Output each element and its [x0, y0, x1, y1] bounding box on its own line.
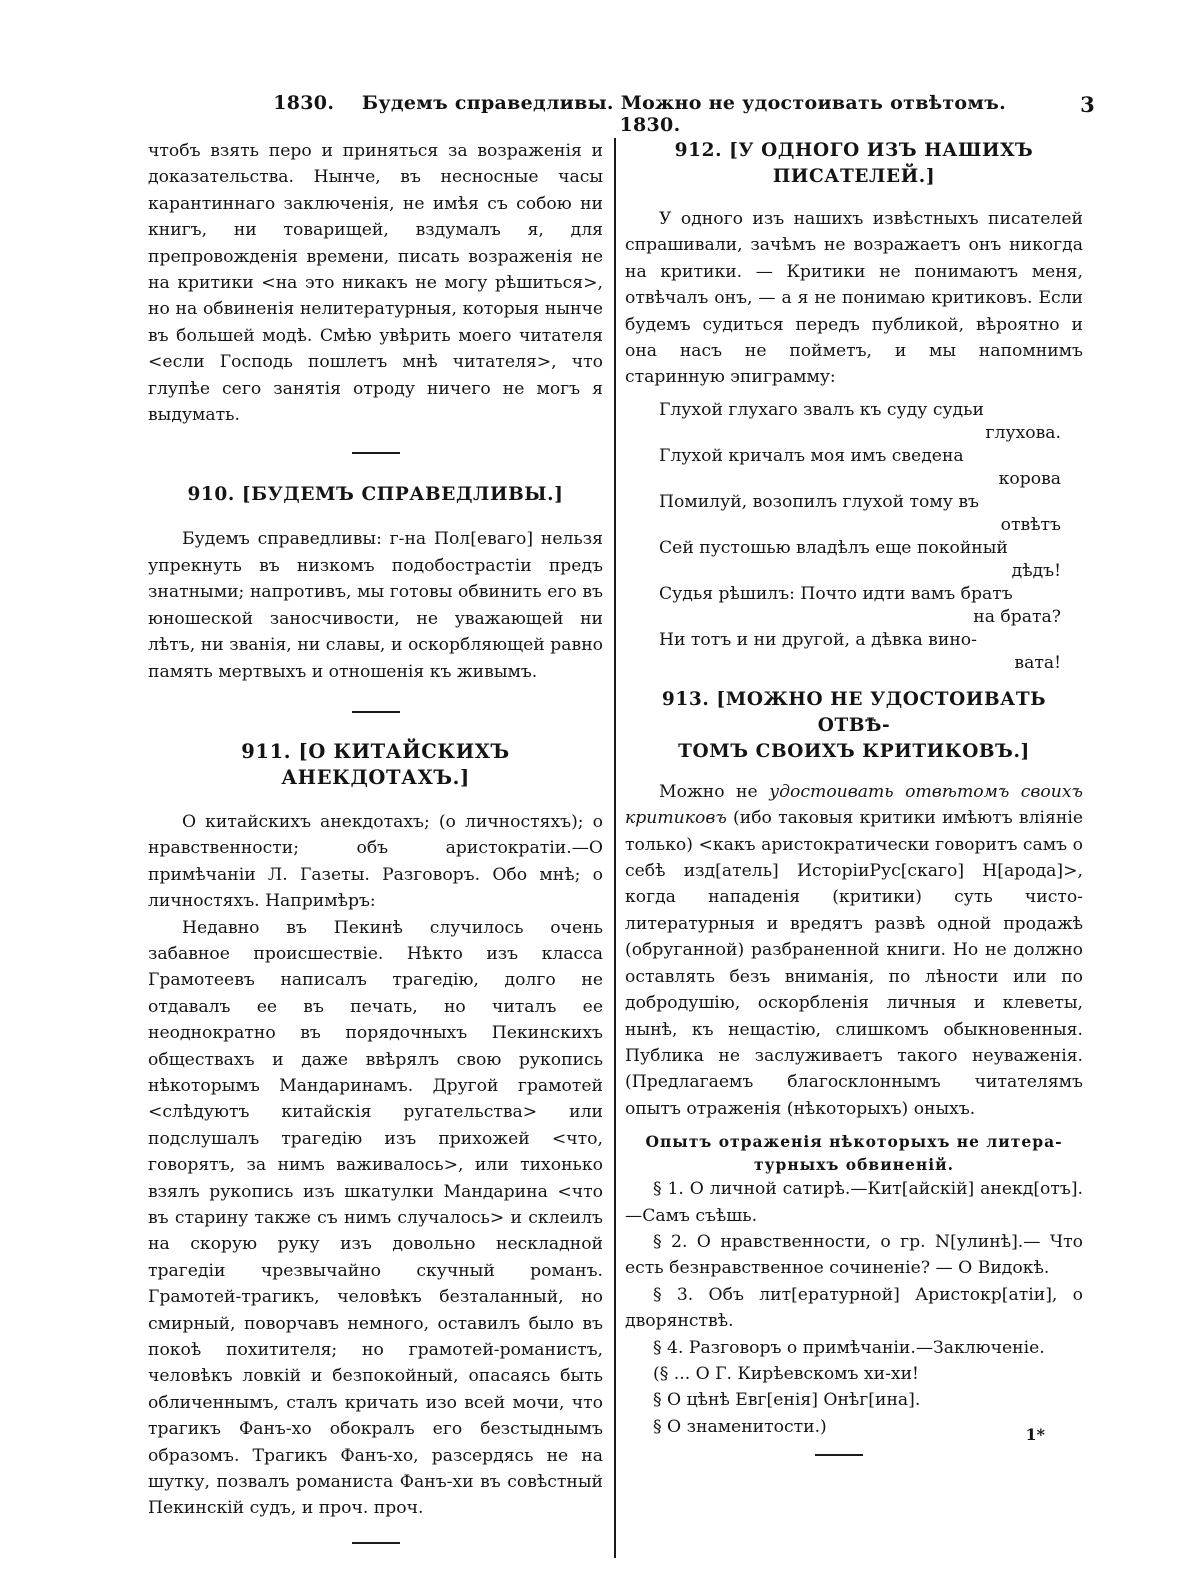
running-head	[150, 92, 1095, 136]
left-column	[148, 138, 603, 1544]
epigram-line: Ни тотъ и ни другой, а дѣвка вино-	[659, 629, 977, 650]
epigram-line-tail: вата!	[1014, 652, 1061, 673]
section-911-text2: Недавно въ Пекинѣ случилось очень забавное происшествіе. Нѣкто изъ класса Грамотеевъ написалъ трагедію, долго не отдавалъ ее въ печать, но читалъ ее неоднократно въ порядочныхъ Пекинскихъ обществахъ и даже ввѣрялъ свою рукопись нѣкоторымъ Мандаринамъ. Другой грамотей <слѣдуютъ китайскія ругательства> или подслушалъ трагедію изъ прихожей <что, говорятъ, за нимъ важивалось>, или тихонько взялъ рукопись изъ шкатулки Мандарина <что въ старину также съ нимъ случалось> и склеилъ на скорую руку изъ довольно нескладной трагедіи чрезвычайно скучный романъ. Грамотей-трагикъ, человѣкъ безталанный, но смирный, поворчавъ немного, оставилъ было въ покоѣ похитителя; но грамотей-романистъ, человѣкъ ловкій и безпокойный, опасаясь быть обличеннымъ, сталъ кричать изо всей мочи, что трагикъ Фанъ-хо обокралъ его безстыднымъ образомъ. Трагикъ Фанъ-хо, разсердясь не на шутку, позвалъ романиста Фанъ-хи въ совѣстный Пекинскій судъ, и проч. проч.	[148, 917, 603, 1519]
epigram-line-tail: отвѣтъ	[1000, 514, 1061, 535]
outline-section: § 1. О личной сатирѣ.—Кит[айскій] анекд[отъ].—Самъ съѣшь.	[625, 1179, 1083, 1226]
section-913-text	[625, 779, 1083, 1122]
section-913-subheading-line2: турныхъ обвиненій.	[753, 1155, 955, 1175]
section-separator	[815, 1454, 863, 1456]
section-912-heading-line1: 912. [У ОДНОГО ИЗЪ НАШИХЪ	[674, 140, 1034, 161]
section-910-heading: 910. [БУДЕМЪ СПРАВЕДЛИВЫ.]	[187, 484, 564, 506]
running-head-title	[250, 92, 1050, 136]
page-number: 3	[1080, 92, 1095, 117]
epigram	[625, 399, 1083, 675]
column-rule	[614, 138, 616, 1558]
header-title: Будемъ справедливы. Можно не удостоивать отвѣтомъ.	[361, 92, 1006, 114]
section-separator	[352, 1542, 400, 1544]
section-913-subheading-line1: Опытъ отраженія нѣкоторыхъ не литера-	[645, 1132, 1063, 1152]
section-913-lead: Можно не	[659, 781, 770, 802]
outline-note: § О цѣнѣ Евг[енія] Онѣг[ина].	[653, 1390, 921, 1411]
epigram-line-tail: на брата?	[973, 606, 1061, 627]
section-912-text: У одного изъ нашихъ извѣстныхъ писателей спрашивали, зачѣмъ не возражаетъ онъ никогда на критики. — Критики не понимаютъ меня, отвѣчалъ онъ, — а я не понимаю критиковъ. Если будемъ судиться передъ публикой, вѣроятно и она насъ не пойметъ, и мы напомнимъ старинную эпиграмму:	[625, 209, 1083, 388]
outline-section: § 3. Объ лит[ературной] Аристокр[атіи], о дворянствѣ.	[625, 1284, 1083, 1332]
epigram-line: Глухой глухаго звалъ къ суду судьи	[659, 399, 984, 420]
intro-paragraph: чтобъ взять перо и приняться за возраженія и доказательства. Нынче, въ несносные часы карантиннаго заключенія, не имѣя съ собою ни книгъ, ни товарищей, вздумалъ я, для препровожденія времени, писать возраженія не на критики <на это никакъ не могу рѣшиться>, но на обвиненія нелитературныя, которыя нынче въ большей модѣ. Смѣю увѣрить моего читателя <если Господь пошлетъ мнѣ читателя>, что глупѣе сего занятія отроду ничего не могъ я выдумать.	[148, 141, 603, 426]
epigram-line-tail: дѣдъ!	[1011, 560, 1061, 581]
year-left: 1830.	[273, 92, 335, 114]
outline-note: § О знаменитости.)	[653, 1416, 827, 1437]
section-911-text1: О китайскихъ анекдотахъ; (о личностяхъ); о нравственности; объ аристократіи.—О примѣчаніи Л. Газеты. Разговоръ. Обо мнѣ; о личностяхъ. Напримѣръ:	[148, 811, 603, 912]
epigram-line: Сей пустошью владѣлъ еще покойный	[659, 537, 1008, 558]
epigram-line-tail: глухова.	[985, 422, 1061, 443]
outline-section: § 2. О нравственности, о гр. N[улинѣ].— Что есть безнравственное сочиненіе? — О Видокѣ.	[625, 1231, 1083, 1279]
section-913-heading-line2: ТОМЪ СВОИХЪ КРИТИКОВЪ.]	[678, 740, 1030, 762]
signature-mark: 1*	[1025, 1425, 1045, 1444]
section-913-lead-italic: удостоивать отвѣтомъ своихъ критиковъ	[625, 781, 1083, 829]
outline-note: (§ ... О Г. Кирѣевскомъ хи-хи!	[653, 1363, 919, 1384]
epigram-line: Помилуй, возопилъ глухой тому въ	[659, 491, 979, 512]
section-912-heading-line2: ПИСАТЕЛЕЙ.]	[772, 166, 936, 187]
outline-section: § 4. Разговоръ о примѣчаніи.—Заключеніе.	[653, 1337, 1045, 1358]
epigram-line: Глухой кричалъ моя имъ сведена	[659, 445, 964, 466]
year-right: 1830.	[619, 114, 681, 136]
epigram-line: Судья рѣшилъ: Почто идти вамъ братъ	[659, 583, 1013, 604]
section-913-body: (ибо таковыя критики имѣютъ вліяніе только) <какъ аристократически говоритъ самъ о себѣ изд[атель] ИсторіиРус[скаго] Н[арода]>, когда нападенія (критики) суть чисто-литературныя и вредятъ развѣ одной продажѣ (обруганной) разбраненной книги. Но не должно оставлять безъ вниманія, по лѣности или по добродушію, оскорбленія личныя и клеветы, нынѣ, къ нещастію, слишкомъ обыкновенныя. Публика не заслуживаетъ такого неуваженія. (Предлагаемъ благосклоннымъ читателямъ опытъ отраженія (нѣкоторыхъ) оныхъ.	[625, 808, 1083, 1119]
section-910-text: Будемъ справедливы: г-на Пол[еваго] нельзя упрекнуть въ низкомъ подобострастіи предъ знатными; напротивъ, мы готовы обвинить его въ юношеской заносчивости, не уважающей ни лѣтъ, ни званія, ни славы, и оскорбляющей равно память мертвыхъ и отношенія къ живымъ.	[148, 529, 603, 682]
right-column	[625, 138, 1083, 1456]
section-913-heading-line1: 913. [МОЖНО НЕ УДОСТОИВАТЬ ОТВѢ-	[661, 688, 1047, 736]
section-911-heading: 911. [О КИТАЙСКИХЪ АНЕКДОТАХЪ.]	[241, 739, 510, 789]
epigram-line-tail: корова	[998, 468, 1061, 489]
